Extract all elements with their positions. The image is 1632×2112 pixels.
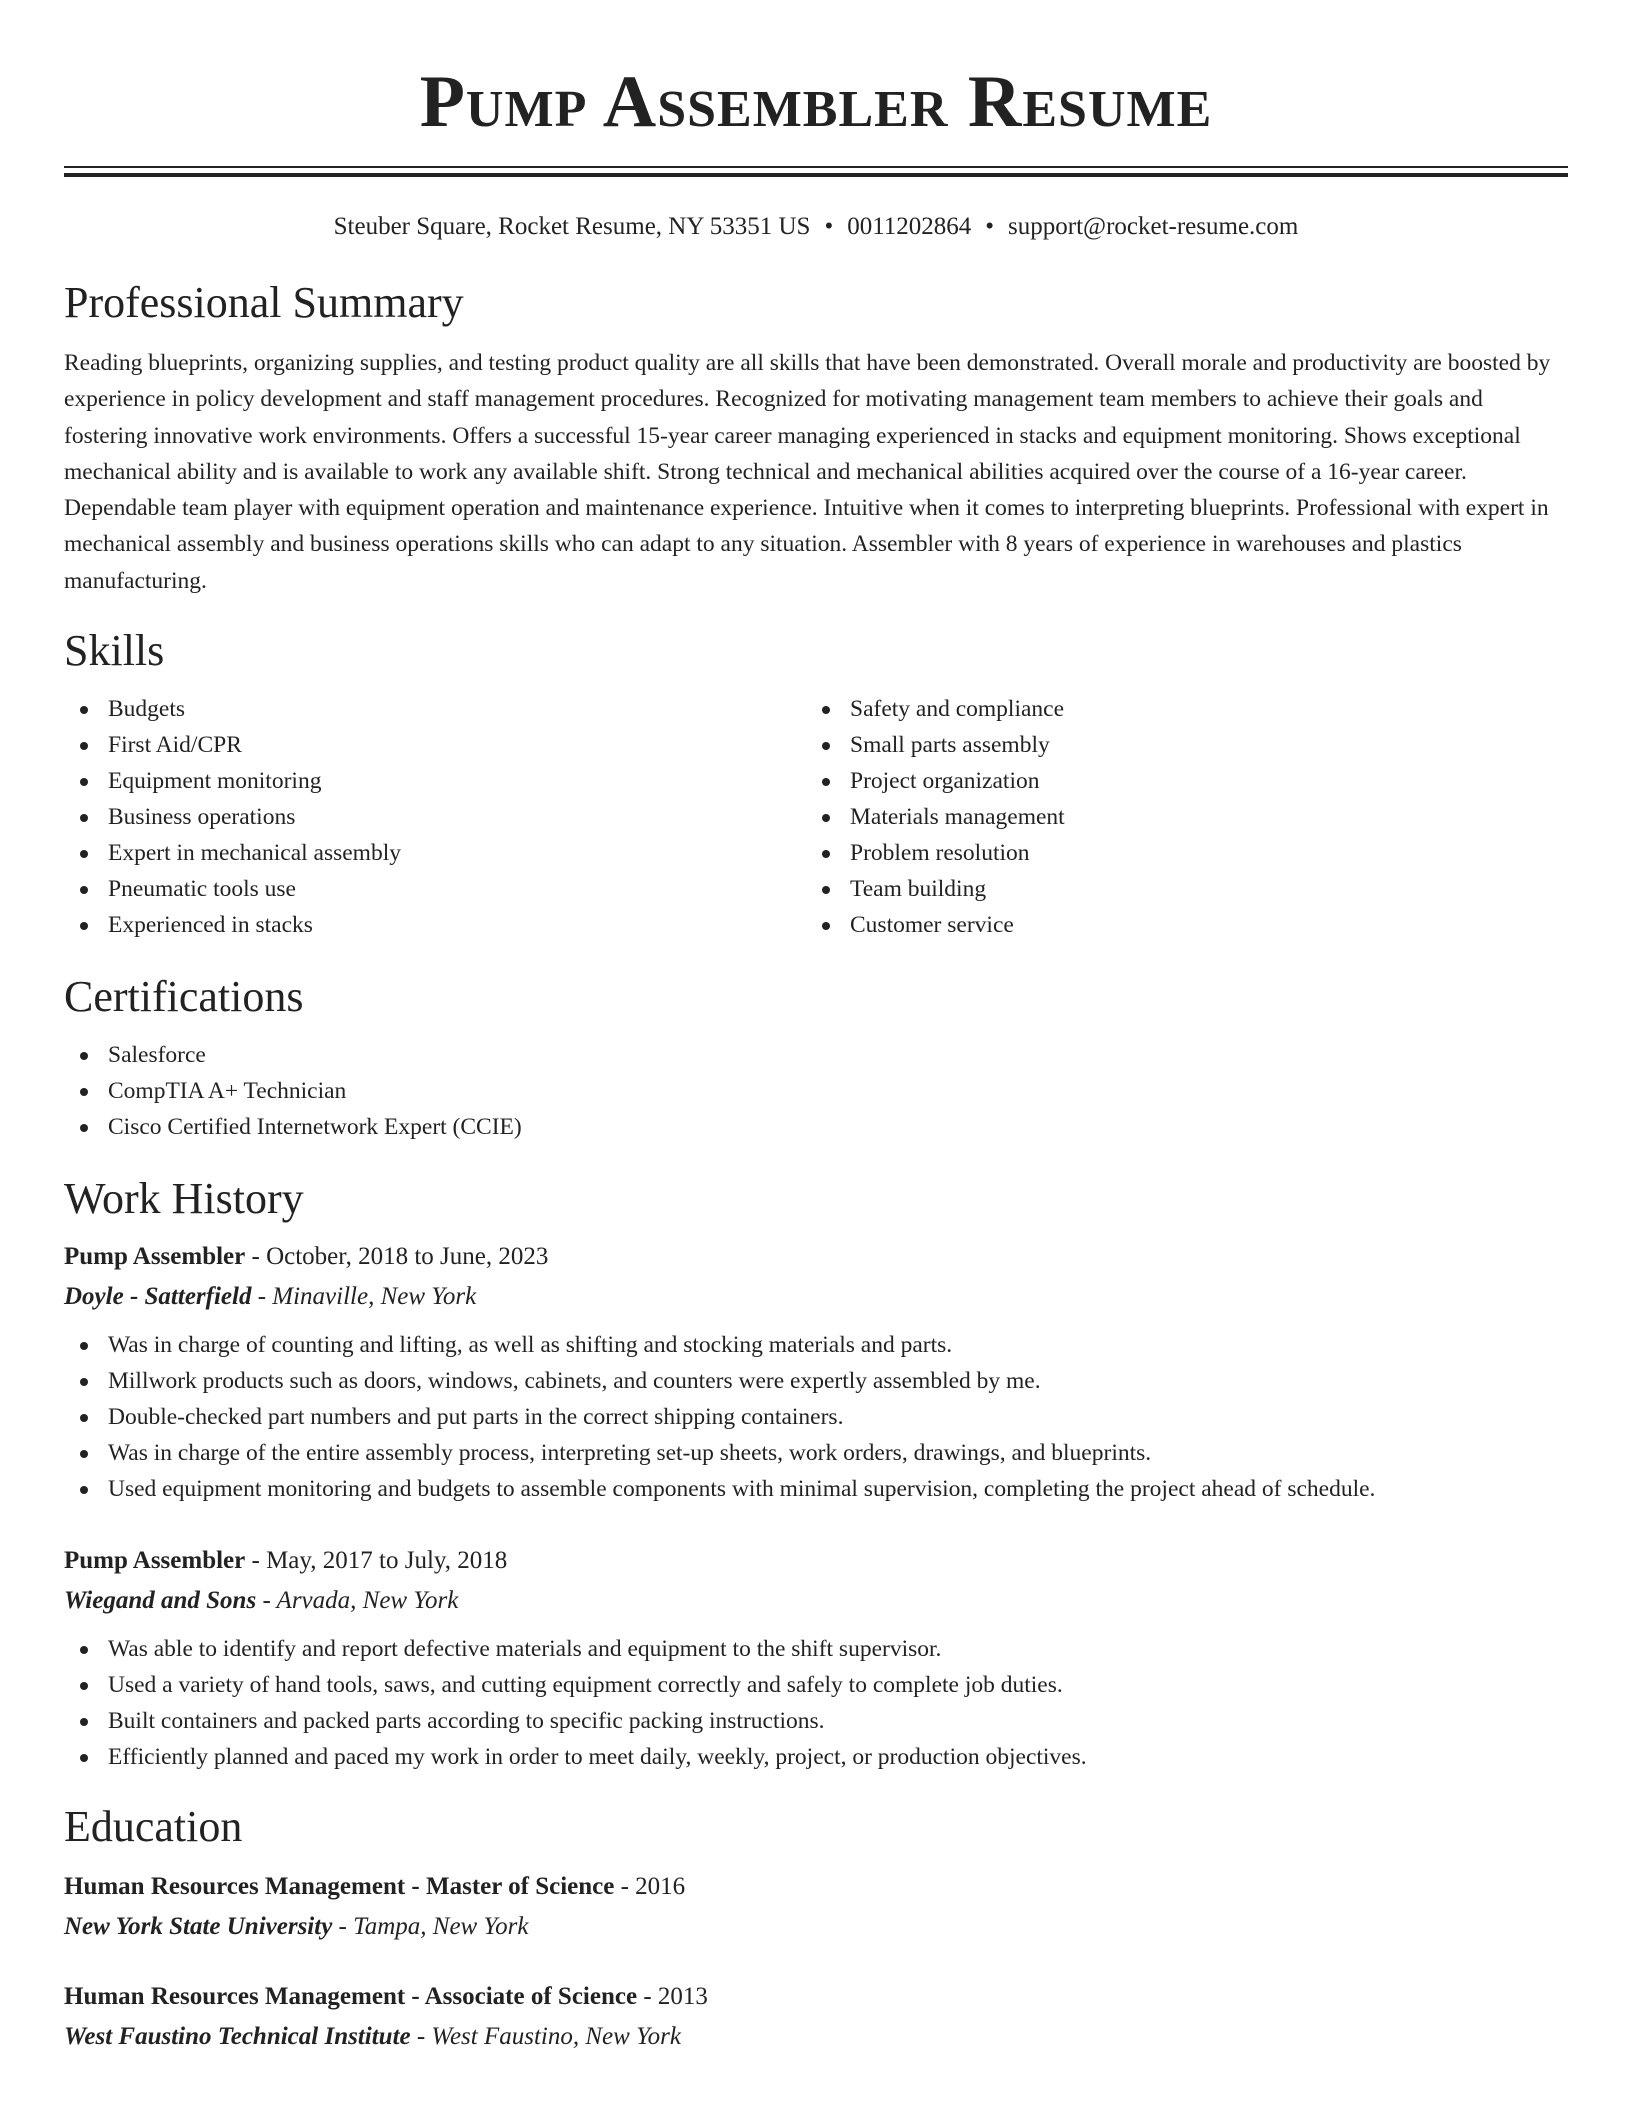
skill-item: Pneumatic tools use (64, 871, 806, 907)
education-entry (64, 1867, 1568, 1947)
certifications-heading: Certifications (64, 972, 304, 1022)
skill-item: Materials management (806, 799, 1548, 835)
job-title-line (64, 1541, 1568, 1581)
skill-item: Business operations (64, 799, 806, 835)
certifications-list (64, 1037, 1568, 1145)
skill-item: Equipment monitoring (64, 763, 806, 799)
contact-separator: • (824, 213, 834, 240)
job-company: Wiegand and Sons (64, 1587, 257, 1615)
education-degree: Human Resources Management - Master of Science (64, 1873, 615, 1901)
work-history-heading: Work History (64, 1174, 304, 1224)
job-duty: Was in charge of counting and lifting, as well as shifting and stocking materials and parts. (64, 1327, 1568, 1363)
job-duty: Built containers and packed parts according to specific packing instructions. (64, 1703, 1568, 1739)
summary-text: Reading blueprints, organizing supplies, and testing product quality are all skills that have been demonstrated. Overall morale and productivity are boosted by experience in policy development and staff management procedures. Recognized for motivating management team members to achieve their goals and fostering innovative work environments. Offers a successful 15-year career managing experienced in stacks and equipment monitoring. Shows exceptional mechanical ability and is available to work any available shift. Strong technical and mechanical abilities acquired over the course of a 16-year career. Dependable team player with equipment operation and maintenance experience. Intuitive when it comes to interpreting blueprints. Professional with expert in mechanical assembly and business operations skills who can adapt to any situation. Assembler with 8 years of experience in warehouses and plastics manufacturing. (64, 350, 1551, 594)
contact-email[interactable]: support@rocket-resume.com (1008, 213, 1299, 240)
job-duty: Used equipment monitoring and budgets to assemble components with minimal supervision, completing the project ahead of schedule. (64, 1471, 1568, 1507)
job-dates: - October, 2018 to June, 2023 (245, 1243, 549, 1271)
skill-item: Project organization (806, 763, 1548, 799)
contact-address: Steuber Square, Rocket Resume, NY 53351 US (333, 213, 811, 240)
certification-item: Salesforce (64, 1037, 1568, 1073)
education-heading: Education (64, 1802, 243, 1852)
skill-item: Customer service (806, 907, 1548, 943)
education-year: - 2016 (614, 1873, 686, 1901)
skill-item: Experienced in stacks (64, 907, 806, 943)
education-school-line (64, 1907, 1568, 1947)
job-entry (64, 1541, 1568, 1775)
job-duty: Was able to identify and report defective materials and equipment to the shift supervisor. (64, 1631, 1568, 1667)
header-divider-thick (64, 173, 1568, 177)
education-location: - Tampa, New York (332, 1913, 529, 1941)
education-year: - 2013 (637, 1983, 708, 2011)
education-degree-line (64, 1977, 1568, 2017)
skills-list-left (64, 691, 806, 943)
skills-columns (64, 691, 1568, 943)
job-duty: Was in charge of the entire assembly process, interpreting set-up sheets, work orders, drawings, and blueprints. (64, 1435, 1568, 1471)
education-school: New York State University (64, 1913, 333, 1941)
education-degree: Human Resources Management - Associate of Science (64, 1983, 638, 2011)
education-entry (64, 1977, 1568, 2057)
contact-separator: • (985, 213, 995, 240)
skill-item: Expert in mechanical assembly (64, 835, 806, 871)
education-school: West Faustino Technical Institute (64, 2023, 411, 2051)
job-role: Pump Assembler (64, 1243, 246, 1271)
job-entry (64, 1237, 1568, 1507)
job-title-line (64, 1237, 1568, 1277)
job-duty: Used a variety of hand tools, saws, and cutting equipment correctly and safely to complete job duties. (64, 1667, 1568, 1703)
education-degree-line (64, 1867, 1568, 1907)
header-divider-thin (64, 166, 1568, 168)
skill-item: Team building (806, 871, 1548, 907)
skill-item: Problem resolution (806, 835, 1548, 871)
contact-phone: 0011202864 (847, 213, 972, 240)
resume-title: Pump Assembler Resume (419, 61, 1213, 143)
job-role: Pump Assembler (64, 1547, 246, 1575)
contact-line (64, 211, 1568, 243)
job-duty: Double-checked part numbers and put parts in the correct shipping containers. (64, 1399, 1568, 1435)
job-location: - Minaville, New York (251, 1283, 477, 1311)
job-duty: Millwork products such as doors, windows, cabinets, and counters were expertly assembled by me. (64, 1363, 1568, 1399)
skills-heading: Skills (64, 626, 165, 676)
education-location: - West Faustino, New York (410, 2023, 682, 2051)
job-company: Doyle - Satterfield (64, 1283, 252, 1311)
certification-item: Cisco Certified Internetwork Expert (CCIE) (64, 1109, 1568, 1145)
certification-item: CompTIA A+ Technician (64, 1073, 1568, 1109)
skills-list-right (806, 691, 1548, 943)
summary-heading: Professional Summary (64, 278, 464, 327)
skill-item: First Aid/CPR (64, 727, 806, 763)
job-duties-list (64, 1327, 1568, 1507)
skill-item: Budgets (64, 691, 806, 727)
job-dates: - May, 2017 to July, 2018 (245, 1547, 508, 1575)
job-duties-list (64, 1631, 1568, 1775)
skill-item: Small parts assembly (806, 727, 1548, 763)
job-location: - Arvada, New York (256, 1587, 459, 1615)
education-school-line (64, 2017, 1568, 2057)
skill-item: Safety and compliance (806, 691, 1548, 727)
job-duty: Efficiently planned and paced my work in order to meet daily, weekly, project, or production objectives. (64, 1739, 1568, 1775)
job-company-line (64, 1277, 1568, 1317)
job-company-line (64, 1581, 1568, 1621)
